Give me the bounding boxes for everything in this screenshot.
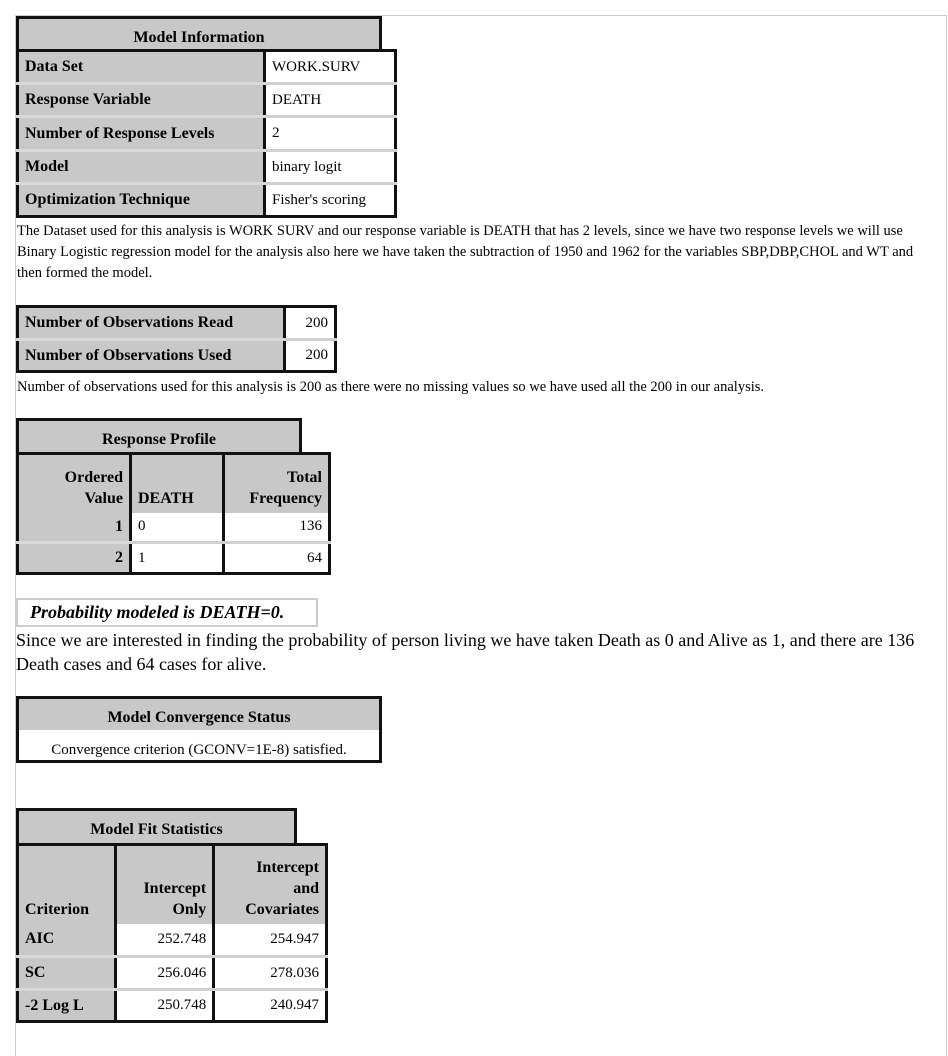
analysis-paragraph: The Dataset used for this analysis is WORK SURV and our response variable is DEATH that has 2 levels, since we have two response levels we will use Binary Logistic regression model for the analysis also here we have taken the subtraction of 1950 and 1962 for the variables SBP,DBP,CHOL and WT and then formed the model. [17,223,914,281]
label: Optimization Technique [18,184,265,217]
model-info-title: Model Information [16,16,382,50]
label: Number of Observations Read [18,307,285,340]
label: Data Set [18,51,265,84]
label: Number of Observations Used [18,340,285,372]
cell: 64 [224,543,330,574]
convergence-text: Convergence criterion (GCONV=1E-8) satisfied. [51,742,347,758]
cell: AIC [18,924,116,957]
value: WORK.SURV [265,51,396,84]
cell: 250.748 [116,990,214,1022]
value: 200 [285,340,336,372]
cell: 252.748 [116,924,214,957]
cell: 254.947 [214,924,327,957]
response-profile-title: Response Profile [16,418,302,453]
label: Number of Response Levels [18,117,265,151]
cell: -2 Log L [18,990,116,1022]
model-info-table [16,49,397,218]
label: Response Variable [18,84,265,117]
value: binary logit [265,151,396,184]
cell: 1 [18,513,131,543]
cell: 0 [131,513,224,543]
observations-table [16,305,337,373]
cell: 136 [224,513,330,543]
header: Intercept Only [116,845,214,924]
cell: 1 [131,543,224,574]
header: Intercept and Covariates [214,845,327,924]
value: Fisher's scoring [265,184,396,217]
cell: 240.947 [214,990,327,1022]
cell: SC [18,957,116,990]
probability-note: Probability modeled is DEATH=0. [16,598,318,627]
label: Model [18,151,265,184]
value: 2 [265,117,396,151]
fit-stats-title: Model Fit Statistics [16,808,297,844]
fit-stats-table [16,843,328,1023]
convergence-status [16,696,382,763]
header: Total Frequency [224,454,330,513]
value: 200 [285,307,336,340]
header: Ordered Value [18,454,131,513]
cell: 278.036 [214,957,327,990]
interpretation-paragraph: Since we are interested in finding the probability of person living we have taken Death as 0 and Alive as 1, and there are 136 Death cases and 64 cases for alive. [16,630,915,674]
cell: 2 [18,543,131,574]
cell: 256.046 [116,957,214,990]
header: Criterion [18,845,116,924]
value: DEATH [265,84,396,117]
response-profile-table [16,452,331,575]
convergence-title: Model Convergence Status [19,699,379,730]
header: DEATH [131,454,224,513]
observations-paragraph: Number of observations used for this analysis is 200 as there were no missing values so we have used all the 200 in our analysis. [17,379,765,395]
